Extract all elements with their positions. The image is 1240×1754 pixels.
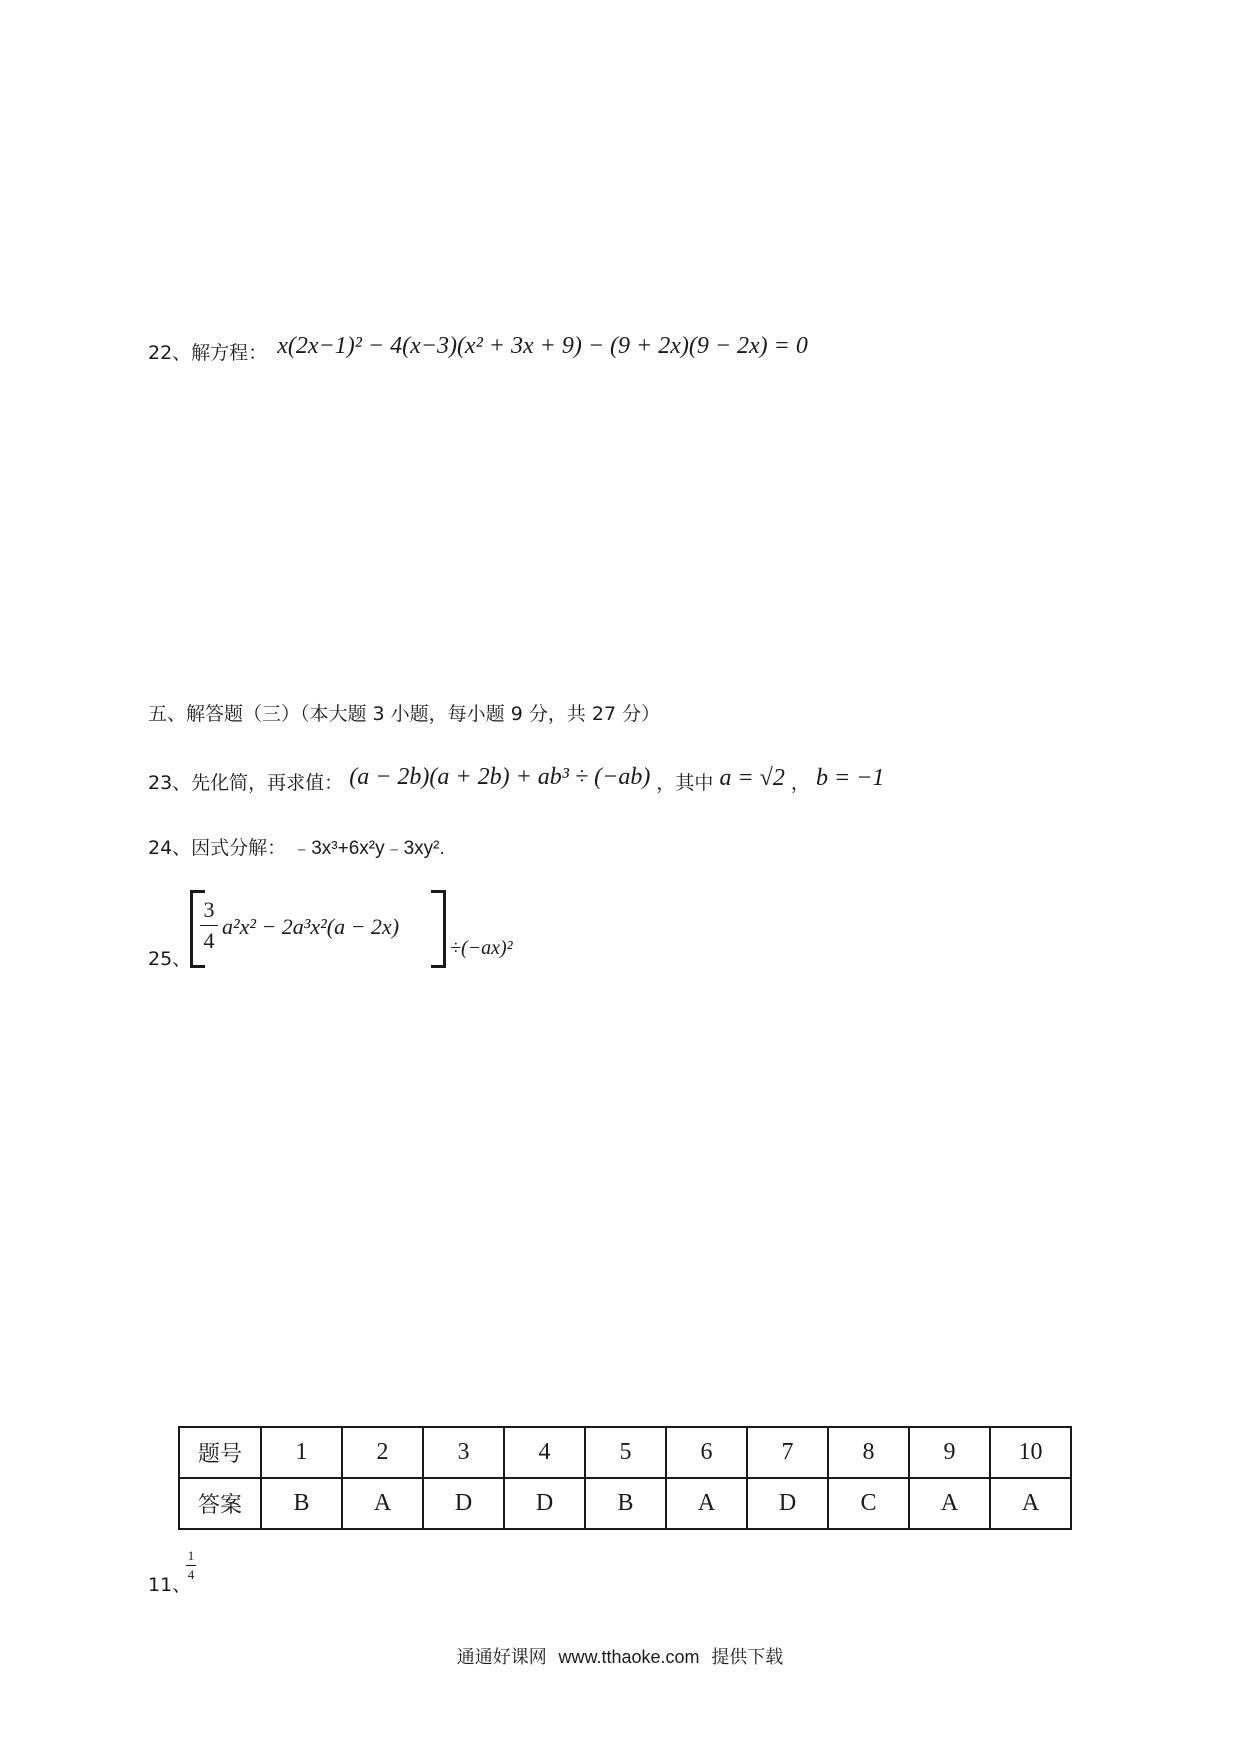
question-23-condition-b: b = −1 bbox=[815, 765, 885, 791]
answer-11-fraction bbox=[186, 1548, 196, 1583]
question-23 bbox=[148, 764, 885, 795]
answer-table-answer-label: 答案 bbox=[179, 1478, 261, 1529]
answer-11-frac-num: 1 bbox=[187, 1548, 195, 1563]
answer-table-number: 8 bbox=[828, 1427, 909, 1478]
answer-table-number: 2 bbox=[342, 1427, 423, 1478]
answer-table bbox=[178, 1426, 1072, 1530]
answer-table-answer: A bbox=[909, 1478, 990, 1529]
answer-table-answer-row bbox=[179, 1478, 1071, 1529]
answer-table-number: 10 bbox=[990, 1427, 1071, 1478]
question-24 bbox=[148, 833, 445, 860]
question-22 bbox=[148, 333, 808, 365]
answer-table-number: 3 bbox=[423, 1427, 504, 1478]
question-24-expression: ﹣3x³+6x²y﹣3xy². bbox=[292, 838, 445, 859]
answer-table-number: 5 bbox=[585, 1427, 666, 1478]
question-25-bracket-body-wrap bbox=[222, 914, 399, 940]
question-23-expression: (a − 2b)(a + 2b) + ab³ ÷ (−ab) bbox=[349, 764, 651, 790]
question-23-condition-a: a = √2 bbox=[719, 765, 785, 791]
footer-site-name: 通通好课网 bbox=[456, 1647, 547, 1668]
answer-table-answer: B bbox=[261, 1478, 342, 1529]
answer-table-number: 4 bbox=[504, 1427, 585, 1478]
question-22-label: 22、解方程： bbox=[148, 342, 268, 364]
answer-table-answer: B bbox=[585, 1478, 666, 1529]
answer-table-answer: D bbox=[747, 1478, 828, 1529]
question-25-divide: ÷(−ax)² bbox=[450, 937, 513, 959]
answer-table-answer: A bbox=[666, 1478, 747, 1529]
question-25-bracket-body: a²x² − 2a³x²(a − 2x) bbox=[222, 914, 400, 939]
answer-table-answer: D bbox=[423, 1478, 504, 1529]
question-25-fraction bbox=[200, 897, 218, 954]
answer-table-number: 6 bbox=[666, 1427, 747, 1478]
question-25-frac-den: 4 bbox=[203, 928, 215, 953]
question-23-label: 23、先化简，再求值： bbox=[148, 772, 344, 794]
question-25-frac-num: 3 bbox=[203, 897, 215, 922]
question-23-separator: ， bbox=[790, 772, 810, 794]
answer-table-answer: A bbox=[342, 1478, 423, 1529]
answer-11-frac-den: 4 bbox=[187, 1567, 195, 1582]
answer-table-number: 7 bbox=[747, 1427, 828, 1478]
footer bbox=[0, 1643, 1240, 1669]
question-23-condition-label: ，其中 bbox=[656, 772, 714, 794]
question-25-label: 25、 bbox=[148, 948, 192, 970]
question-24-label: 24、因式分解： bbox=[148, 837, 287, 859]
footer-suffix: 提供下载 bbox=[711, 1647, 784, 1668]
question-22-equation: x(2x−1)² − 4(x−3)(x² + 3x + 9) − (9 + 2x)(9 − 2x) = 0 bbox=[277, 333, 808, 359]
answer-table-answer: C bbox=[828, 1478, 909, 1529]
answer-table-number: 1 bbox=[261, 1427, 342, 1478]
answer-11-label: 11、 bbox=[148, 1574, 192, 1596]
footer-url[interactable]: www.tthaoke.com bbox=[558, 1647, 700, 1667]
answer-table-answer: D bbox=[504, 1478, 585, 1529]
answer-table-header-row bbox=[179, 1427, 1071, 1478]
answer-table-answer: A bbox=[990, 1478, 1071, 1529]
question-25-divide-wrap bbox=[450, 937, 513, 960]
answer-table-header-label: 题号 bbox=[179, 1427, 261, 1478]
section-5-title: 五、解答题（三）（本大题 3 小题，每小题 9 分，共 27 分） bbox=[148, 703, 661, 725]
answer-table-number: 9 bbox=[909, 1427, 990, 1478]
